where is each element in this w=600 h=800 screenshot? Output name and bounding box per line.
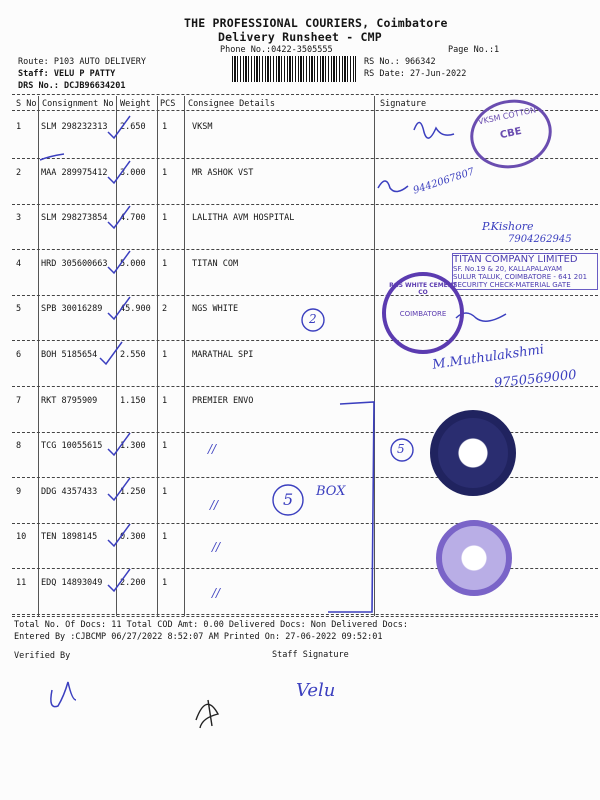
- col-weight: Weight: [120, 99, 151, 109]
- ditto-11: //: [212, 586, 221, 600]
- entered-line: Entered By :CJBCMP 06/27/2022 8:52:07 AM Printed On: 27-06-2022 09:52:01: [14, 632, 383, 642]
- row-consignee: MARATHAL SPI: [192, 350, 254, 360]
- row-weight: 0.300: [120, 532, 146, 543]
- row-pcs: 1: [162, 395, 168, 406]
- row-weight: 3.000: [120, 167, 146, 178]
- tick-marks: [40, 116, 130, 591]
- row-sno: 7: [16, 395, 22, 406]
- titan-stamp: [452, 253, 598, 290]
- row-pcs: 1: [162, 486, 168, 497]
- ngs-stamp-name: RGS WHITE CEMENT CO: [389, 282, 457, 296]
- row-consignment: DDG 4357433: [41, 486, 98, 497]
- row-weight: 1.250: [120, 486, 146, 497]
- rs-number: RS No.: 966342: [364, 57, 436, 67]
- ditto-10: //: [212, 540, 221, 554]
- name-note-3: P.Kishore: [482, 220, 534, 233]
- row-weight: 2.650: [120, 122, 146, 132]
- verified-signature: [51, 682, 76, 707]
- signature-1: [414, 122, 454, 138]
- titan-stamp-line2: SF. No.19 & 20, KALLAPALAYAM: [453, 265, 563, 273]
- totals-line: Total No. Of Docs: 11 Total COD Amt: 0.00 Delivered Docs: Non Delivered Docs:: [14, 620, 409, 630]
- titan-stamp-line3: SULUR TALUK, COIMBATORE - 641 201: [453, 273, 588, 281]
- row-sno: 8: [16, 441, 22, 452]
- staff-text: Staff: VELU P PATTY: [18, 69, 116, 79]
- round-stamp-10: [436, 520, 512, 596]
- col-sno: S No: [16, 99, 37, 109]
- row-weight: 1.300: [120, 441, 146, 452]
- titan-stamp-line1: TITAN COMPANY LIMITED: [453, 254, 578, 265]
- row-consignment: TCG 10055615: [41, 441, 103, 452]
- row-sno: 11: [16, 578, 27, 588]
- round-stamp-8: [430, 410, 516, 496]
- row-consignee: TITAN COM: [192, 258, 239, 269]
- row-pcs: 1: [162, 532, 168, 543]
- row-pcs: 1: [162, 213, 168, 224]
- vksm-stamp-name: VKSM COTTON: [477, 105, 537, 127]
- row-weight: 4.700: [120, 213, 146, 224]
- ngs-stamp: [382, 272, 464, 354]
- row-consignee: MR ASHOK VST: [192, 167, 254, 178]
- row-sno: 9: [16, 486, 22, 497]
- rs-date: RS Date: 27-Jun-2022: [364, 69, 467, 79]
- circle-2-text: 2: [309, 312, 317, 326]
- row-consignment: EDQ 14893049: [41, 578, 103, 588]
- row-sno: 5: [16, 304, 22, 315]
- row-consignment: MAA 289975412: [41, 167, 108, 178]
- row-consignment: RKT 8795909: [41, 395, 98, 406]
- staff-signature: Velu: [296, 680, 336, 701]
- row-pcs: 2: [162, 304, 168, 315]
- vksm-stamp-city: CBE: [499, 125, 523, 142]
- row-pcs: 1: [162, 578, 168, 588]
- col-signature: Signature: [380, 99, 427, 109]
- row-pcs: 1: [162, 350, 168, 360]
- col-pcs: PCS: [160, 99, 176, 109]
- row-consignment: SPB 30016289: [41, 304, 103, 315]
- circle-5b-text: 5: [397, 442, 405, 456]
- row-pcs: 1: [162, 258, 168, 269]
- initials-signature: [196, 700, 218, 728]
- ngs-stamp-inner: COIMBATORE: [399, 310, 447, 318]
- row-consignment: SLM 298232313: [41, 122, 108, 132]
- row-consignment: SLM 298273854: [41, 213, 108, 224]
- row-sno: 1: [16, 122, 22, 132]
- route-text: Route: P103 AUTO DELIVERY: [18, 57, 146, 67]
- row-sno: 10: [16, 532, 27, 543]
- row-consignment: BOH 5185654: [41, 350, 98, 360]
- row-weight: 45.900: [120, 304, 151, 315]
- row-consignee: NGS WHITE: [192, 304, 239, 315]
- row-weight: 2.550: [120, 350, 146, 360]
- circle-5-text: 5: [283, 490, 294, 509]
- phone-note-6: 9750569000: [493, 367, 578, 392]
- phone-note-2: 9442067807: [411, 166, 476, 197]
- company-title: THE PROFESSIONAL COURIERS, Coimbatore: [184, 16, 448, 30]
- row-pcs: 1: [162, 441, 168, 452]
- row-pcs: 1: [162, 122, 168, 132]
- page-number: Page No.:1: [448, 45, 500, 55]
- runsheet-title: Delivery Runsheet - CMP: [218, 30, 382, 44]
- ditto-9: //: [210, 498, 219, 512]
- staff-signature-label: Staff Signature: [272, 650, 349, 660]
- phone-note-3: 7904262945: [508, 234, 572, 245]
- phone-number: Phone No.:0422-3505555: [220, 45, 333, 55]
- row-consignee: LALITHA AVM HOSPITAL: [192, 213, 295, 224]
- titan-stamp-line4: SECURITY CHECK-MATERIAL GATE: [453, 281, 571, 289]
- col-consignee: Consignee Details: [188, 99, 275, 109]
- name-note-6: M.Muthulakshmi: [431, 342, 545, 373]
- verified-by-label: Verified By: [14, 651, 71, 661]
- signature-2: [378, 181, 408, 192]
- ditto-8: //: [208, 442, 217, 456]
- box-text: BOX: [316, 484, 346, 499]
- row-consignment: HRD 305600663: [41, 258, 108, 269]
- col-consignment: Consignment No: [42, 99, 114, 109]
- row-consignee: VKSM: [192, 122, 213, 132]
- row-sno: 2: [16, 167, 22, 178]
- row-sno: 3: [16, 213, 22, 224]
- row-consignment: TEN 1898145: [41, 532, 98, 543]
- row-weight: 1.150: [120, 395, 146, 406]
- drs-number: DRS No.: DCJB96634201: [18, 81, 126, 91]
- row-sno: 4: [16, 258, 22, 269]
- row-sno: 6: [16, 350, 22, 360]
- row-weight: 2.200: [120, 578, 146, 588]
- row-consignee: PREMIER ENVO: [192, 395, 254, 406]
- row-pcs: 1: [162, 167, 168, 178]
- row-weight: 5.000: [120, 258, 146, 269]
- brace-mark: [328, 402, 374, 612]
